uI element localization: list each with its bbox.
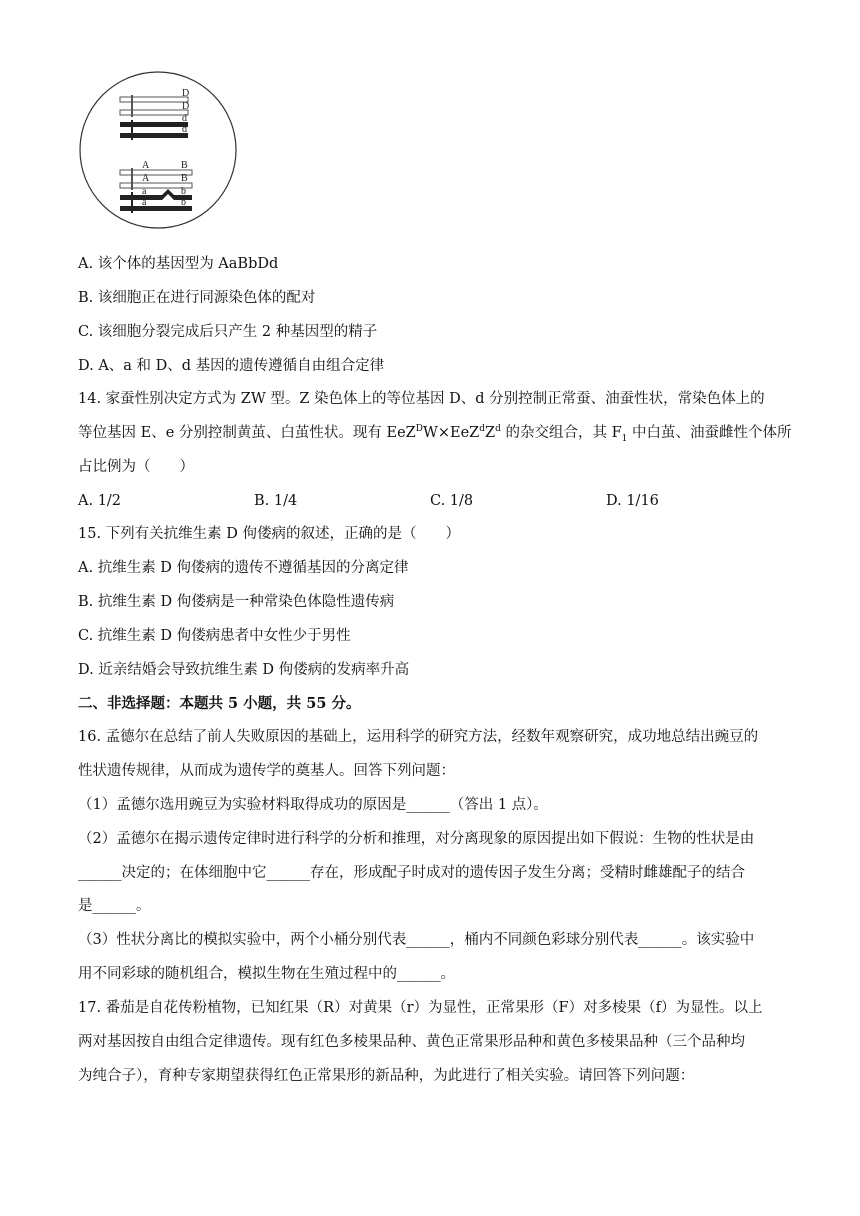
q15-stem: 15. 下列有关抗维生素 D 佝偻病的叙述，正确的是（ ） <box>78 526 461 542</box>
label-d1: D <box>182 88 190 99</box>
q16-line-1: 16. 孟德尔在总结了前人失败原因的基础上，运用科学的研究方法，经数年观察研究，成功地总结出豌豆的 <box>78 729 759 745</box>
q13-option-a: A. 该个体的基因型为 AaBbDd <box>78 256 279 272</box>
q14-stem-line2: 等位基因 E、e 分别控制黄茧、白茧性状。现有 $EeZ^DW\times EeZ^dZ^d$ 的杂交组合，其 $F_1$ 中白茧、油蚕雌性个体所 <box>78 424 792 444</box>
q14-option-d: D. 1/16 <box>606 493 659 509</box>
q16-line-2: 性状遗传规律，从而成为遗传学的奠基人。回答下列问题： <box>78 763 455 779</box>
q14-stem-line3: 占比例为（ ） <box>78 459 194 475</box>
q15-option-c: C. 抗维生素 D 佝偻病患者中女性少于男性 <box>78 628 351 644</box>
q17-line-2: 两对基因按自由组合定律遗传。现有红色多棱果品种、黄色正常果形品种和黄色多棱果品种（三个品种均 <box>78 1034 745 1050</box>
label-d4: d <box>182 124 187 135</box>
label-b3: b <box>181 186 186 197</box>
q14-options <box>78 491 778 511</box>
q16-line-6: 是______。 <box>78 898 151 914</box>
q15-option-a: A. 抗维生素 D 佝偻病的遗传不遵循基因的分离定律 <box>78 560 409 576</box>
q15-option-d: D. 近亲结婚会导致抗维生素 D 佝偻病的发病率升高 <box>78 662 410 678</box>
q16-line-3: （1）孟德尔选用豌豆为实验材料取得成功的原因是______（答出 1 点）。 <box>78 797 548 813</box>
q17-line-3: 为纯合子），育种专家期望获得红色正常果形的新品种，为此进行了相关实验。请回答下列问题： <box>78 1068 695 1084</box>
q13-option-d: D. A、a 和 D、d 基因的遗传遵循自由组合定律 <box>78 358 385 374</box>
q15-option-b: B. 抗维生素 D 佝偻病是一种常染色体隐性遗传病 <box>78 594 395 610</box>
q16-line-4: （2）孟德尔在揭示遗传定律时进行科学的分析和推理，对分离现象的原因提出如下假说：生物的性状是由 <box>78 831 755 847</box>
cell-outline <box>80 72 236 228</box>
q14-option-b: B. 1/4 <box>254 493 298 509</box>
label-b2: B <box>181 173 188 184</box>
q16-line-7: （3）性状分离比的模拟实验中，两个小桶分别代表______，桶内不同颜色彩球分别代表______。该实验中 <box>78 932 755 948</box>
q14-stem-line1: 14. 家蚕性别决定方式为 ZW 型。Z 染色体上的等位基因 D、d 分别控制正常蚕、油蚕性状，常染色体上的 <box>78 391 765 407</box>
q16-line-8: 用不同彩球的随机组合，模拟生物在生殖过程中的______。 <box>78 966 455 982</box>
cell-chromosome-figure <box>78 70 238 230</box>
q13-option-c: C. 该细胞分裂完成后只产生 2 种基因型的精子 <box>78 324 378 340</box>
label-b1: B <box>181 160 188 171</box>
q14-option-a: A. 1/2 <box>78 493 122 509</box>
q16-line-5: ______决定的；在体细胞中它______存在，形成配子时成对的遗传因子发生分离；受精时雌雄配子的结合 <box>78 865 745 881</box>
q13-option-b: B. 该细胞正在进行同源染色体的配对 <box>78 290 316 306</box>
section-heading: 二、非选择题：本题共 5 小题，共 55 分。 <box>78 695 361 712</box>
chromosome-pair-d <box>120 95 188 140</box>
label-b4: b <box>181 197 186 208</box>
label-a4: a <box>142 197 147 208</box>
label-a3: a <box>142 186 147 197</box>
label-a2: A <box>142 173 150 184</box>
label-d3: d <box>182 113 187 124</box>
label-d2: D <box>182 101 190 112</box>
label-a1: A <box>142 160 150 171</box>
q17-line-1: 17. 番茄是自花传粉植物，已知红果（R）对黄果（r）为显性，正常果形（F）对多棱果（f）为显性。以上 <box>78 1000 763 1016</box>
q14-option-c: C. 1/8 <box>430 493 474 509</box>
